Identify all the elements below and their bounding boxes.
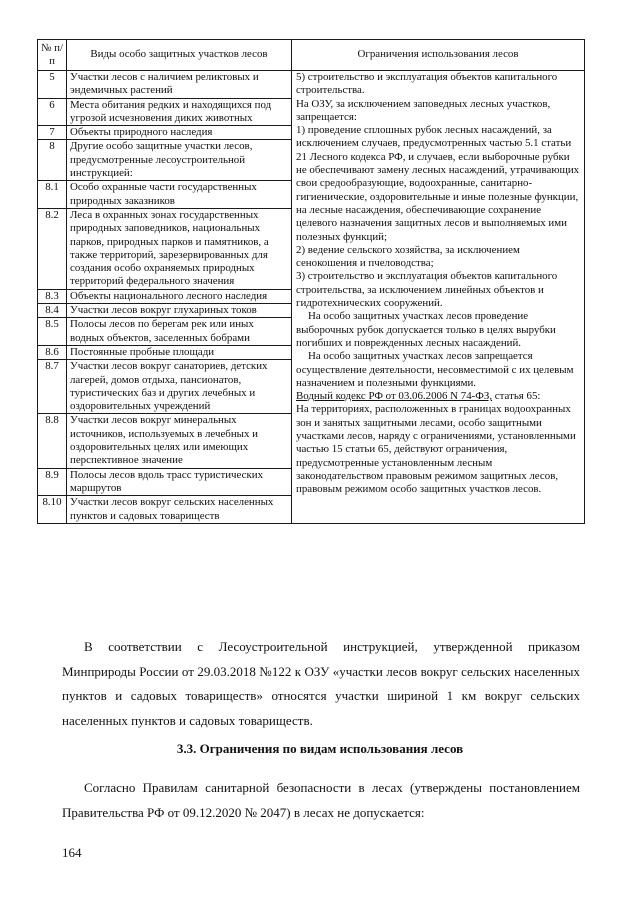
restrictions-cell xyxy=(292,71,585,524)
row-num: 8.6 xyxy=(38,345,67,359)
row-num: 8.2 xyxy=(38,208,67,289)
restriction-text: На территориях, расположенных в границах водоохранных зон и занятых защитными лесами, особо защитными участками лесов, наряду с ограничениями, установленными частью 15 статьи 65, действуют ограничения, предусмотренные установленным лесным законодательством правовым режимом защитных лесов, правовым режимом особо защитных участков лесов. xyxy=(296,403,576,496)
restriction-text: 5) строительство и эксплуатация объектов капитального строительства. xyxy=(296,71,558,97)
water-code-link[interactable]: Водный кодекс РФ от 03.06.2006 N 74-ФЗ, xyxy=(296,390,493,403)
body-paragraph: В соответствии с Лесоустроительной инструкцией, утвержденной приказом Минприроды России от 29.03.2018 №122 к ОЗУ «участки лесов вокруг сельских населенных пунктов и садовых товариществ» относятся участки шириной 1 км вокруг сельских населенных пунктов и садовых товариществ. xyxy=(62,639,580,729)
restriction-text: На ОЗУ, за исключением заповедных лесных участков, запрещается: xyxy=(296,97,551,123)
row-num: 6 xyxy=(38,98,67,126)
law-reference-tail: статья 65: xyxy=(492,390,541,403)
row-type: Участки лесов с наличием реликтовых и эндемичных растений xyxy=(67,71,292,99)
restriction-text: На особо защитных участках лесов проведение выборочных рубок допускается только в целях вырубки погибших и поврежденных лесных насаждений. xyxy=(296,310,556,349)
row-type: Леса в охранных зонах государственных природных заповедников, национальных парков, природных парков и памятников, а также территорий, зарезервированных для создания особо охраняемых природных территорий федерального значения xyxy=(67,208,292,289)
row-num: 5 xyxy=(38,71,67,99)
restriction-text: 2) ведение сельского хозяйства, за исключением сенокошения и пчеловодства; xyxy=(296,243,520,270)
row-num: 8 xyxy=(38,140,67,181)
row-type: Особо охранные части государственных природных заказников xyxy=(67,181,292,209)
restriction-text: 3) строительство и эксплуатация объектов капитального строительства, за исключением линейных объектов и гидротехнических сооружений. xyxy=(296,270,558,310)
row-num: 8.7 xyxy=(38,360,67,414)
row-num: 7 xyxy=(38,126,67,140)
law-reference xyxy=(296,390,581,403)
row-num: 8.1 xyxy=(38,181,67,209)
restriction-text: 1) проведение сплошных рубок лесных насаждений, за исключением случаев, предусмотренных частью 5.1 статьи 21 Лесного кодекса РФ, и случаев, если выборочные рубки не обеспечивают замену лесных насаждений, утрачивающих свои средообразующие, водоохранные, санитарно-гигиенические, оздоровительные и иные полезные функции, на лесные насаждения, обеспечивающие сохранение целевого назначения защитных лесов и выполняемых ими полезных функций; xyxy=(296,124,580,243)
row-type: Другие особо защитные участки лесов, предусмотренные лесоустроительной инструкцией: xyxy=(67,140,292,181)
row-type: Участки лесов вокруг минеральных источников, используемых в лечебных и оздоровительных целях или имеющих перспективное значение xyxy=(67,414,292,468)
row-type: Участки лесов вокруг санаториев, детских лагерей, домов отдыха, пансионатов, туристических баз и других лечебных и оздоровительных учреждений xyxy=(67,360,292,414)
row-type: Участки лесов вокруг глухариных токов xyxy=(67,304,292,318)
header-num: № п/п xyxy=(38,40,67,71)
row-num: 8.10 xyxy=(38,496,67,524)
body-paragraph: Согласно Правилам санитарной безопасности в лесах (утверждены постановлением Правительства РФ от 09.12.2020 № 2047) в лесах не допускается: xyxy=(62,780,580,820)
row-type: Участки лесов вокруг сельских населенных пунктов и садовых товариществ xyxy=(67,496,292,524)
header-restrictions: Ограничения использования лесов xyxy=(292,40,585,71)
row-type: Места обитания редких и находящихся под угрозой исчезновения диких животных xyxy=(67,98,292,126)
table-row xyxy=(38,71,585,99)
row-num: 8.3 xyxy=(38,289,67,303)
row-num: 8.8 xyxy=(38,414,67,468)
section-heading: 3.3. Ограничения по видам использования лесов xyxy=(176,741,464,756)
row-type: Постоянные пробные площади xyxy=(67,345,292,359)
row-num: 8.4 xyxy=(38,304,67,318)
row-type: Полосы лесов вдоль трасс туристических маршрутов xyxy=(67,468,292,496)
row-type: Объекты природного наследия xyxy=(67,126,292,140)
restrictions-table xyxy=(37,39,585,524)
restriction-text: На особо защитных участках лесов запрещается осуществление деятельности, несовместимой с их целевым назначением и полезными функциями. xyxy=(296,350,574,389)
page-number: 164 xyxy=(62,845,82,860)
row-type: Полосы лесов по берегам рек или иных водных объектов, заселенных бобрами xyxy=(67,318,292,346)
row-num: 8.5 xyxy=(38,318,67,346)
header-type: Виды особо защитных участков лесов xyxy=(67,40,292,71)
row-type: Объекты национального лесного наследия xyxy=(67,289,292,303)
row-num: 8.9 xyxy=(38,468,67,496)
table-header-row xyxy=(38,40,585,71)
